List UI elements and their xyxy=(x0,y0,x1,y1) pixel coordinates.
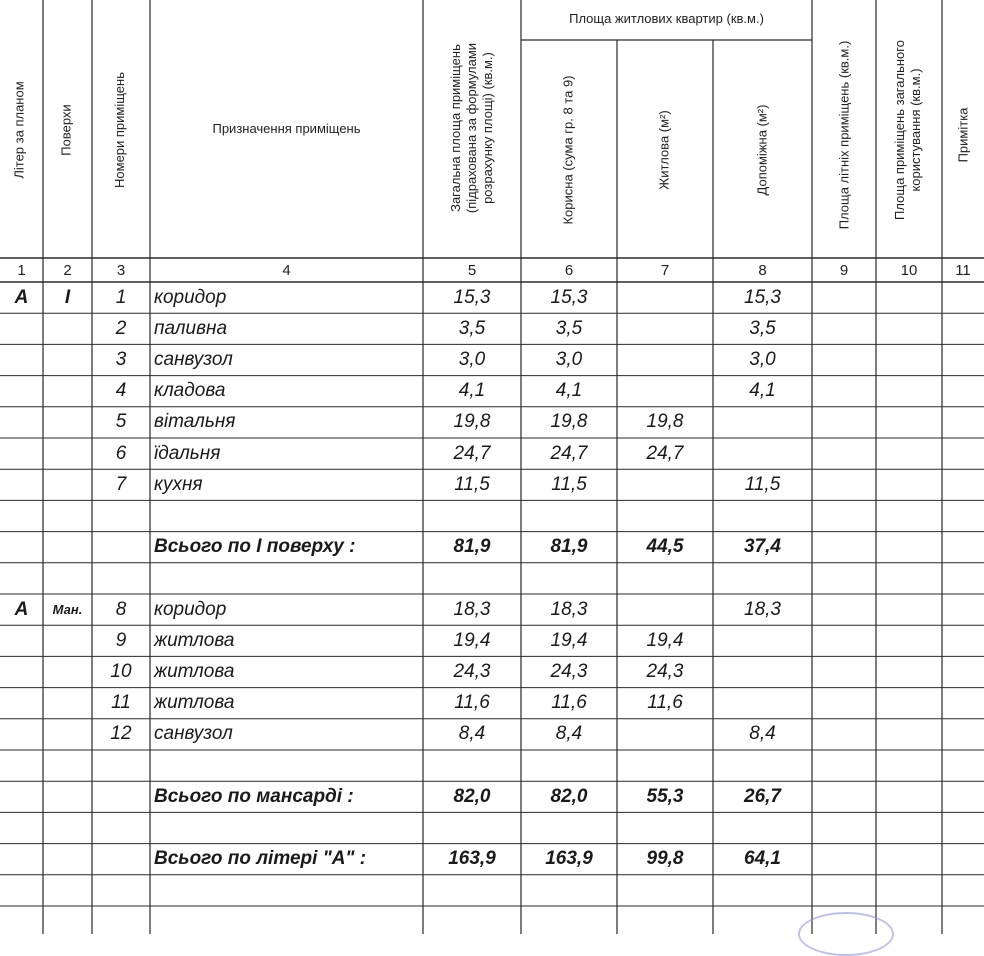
cell-liter: А xyxy=(14,598,29,620)
cell-total-area: 8,4 xyxy=(458,723,486,745)
cell-useful-area xyxy=(521,500,617,531)
cell-room-purpose: житлова xyxy=(154,629,235,651)
cell-total-area: 19,4 xyxy=(453,629,491,651)
cell-aux-area xyxy=(713,625,812,656)
column-number: 5 xyxy=(467,261,477,279)
cell-liter xyxy=(0,781,43,812)
column-number: 7 xyxy=(660,261,670,279)
cell-floor xyxy=(43,625,92,656)
cell-room-purpose: вітальня xyxy=(154,411,236,433)
cell-living-area: 55,3 xyxy=(646,785,684,807)
cell-living-area: 24,3 xyxy=(646,660,684,682)
cell-room-number: 1 xyxy=(115,286,127,308)
cell-aux-area: 64,1 xyxy=(744,848,781,870)
cell-useful-area xyxy=(521,563,617,594)
cell-room-number: 11 xyxy=(111,692,131,714)
cell-room-purpose xyxy=(150,812,423,843)
cell-floor xyxy=(43,376,92,407)
cell-room-number: 9 xyxy=(115,629,127,651)
cell-living-area xyxy=(617,875,713,906)
cell-aux-area: 15,3 xyxy=(744,286,781,308)
cell-useful-area: 11,6 xyxy=(551,692,587,714)
cell-living-area xyxy=(617,812,713,843)
cell-living-area xyxy=(617,313,713,344)
cell-liter xyxy=(0,438,43,469)
cell-aux-area: 3,0 xyxy=(749,348,776,370)
cell-useful-area: 24,7 xyxy=(550,442,588,464)
cell-room-purpose: коридор xyxy=(154,598,227,620)
cell-living-area xyxy=(617,469,713,500)
cell-room-number: 5 xyxy=(115,411,127,433)
cell-room-purpose: санвузол xyxy=(154,723,233,745)
header-common-area: Площа приміщень загального користування (кв.м.) xyxy=(892,40,923,220)
cell-living-area: 19,4 xyxy=(646,629,684,651)
cell-useful-area xyxy=(521,875,617,906)
cell-floor xyxy=(43,688,92,719)
cell-room-purpose xyxy=(150,875,423,906)
cell-room-purpose xyxy=(150,750,423,781)
cell-living-area xyxy=(617,594,713,625)
cell-aux-area: 37,4 xyxy=(744,536,781,558)
cell-room-number xyxy=(92,844,150,875)
header-room-purpose: Призначення приміщень xyxy=(212,121,361,136)
cell-aux-area xyxy=(713,407,812,438)
cell-room-number: 2 xyxy=(115,317,127,339)
header-living-area: Житлова (м²) xyxy=(656,109,672,190)
cell-total-area: 24,7 xyxy=(453,442,491,464)
cell-liter xyxy=(0,625,43,656)
cell-floor xyxy=(43,750,92,781)
cell-useful-area: 3,0 xyxy=(555,348,583,370)
cell-total-area: 82,0 xyxy=(453,785,491,807)
cell-total-area xyxy=(423,563,521,594)
cell-total-area xyxy=(423,812,521,843)
cell-room-number: 8 xyxy=(115,598,127,620)
cell-total-area: 18,3 xyxy=(453,598,491,620)
cell-floor xyxy=(43,313,92,344)
column-number: 9 xyxy=(839,261,849,279)
cell-aux-area: 3,5 xyxy=(749,317,776,339)
cell-aux-area xyxy=(713,812,812,843)
cell-living-area: 99,8 xyxy=(646,848,684,870)
cell-total-area: 11,6 xyxy=(454,692,490,714)
cell-liter xyxy=(0,344,43,375)
cell-living-area xyxy=(617,719,713,750)
cell-useful-area xyxy=(521,812,617,843)
cell-floor xyxy=(43,844,92,875)
cell-liter xyxy=(0,719,43,750)
column-number: 6 xyxy=(564,261,574,279)
cell-room-number xyxy=(92,532,150,563)
cell-aux-area: 4,1 xyxy=(749,380,776,402)
cell-floor xyxy=(43,469,92,500)
cell-room-number: 6 xyxy=(115,442,127,464)
cell-floor xyxy=(43,875,92,906)
cell-living-area xyxy=(617,563,713,594)
cell-total-area: 3,5 xyxy=(458,317,486,339)
column-number: 4 xyxy=(282,261,291,279)
header-liter: Літер за планом xyxy=(12,81,27,179)
cell-liter xyxy=(0,875,43,906)
cell-useful-area: 11,5 xyxy=(551,473,587,495)
cell-aux-area xyxy=(713,656,812,687)
column-number: 1 xyxy=(17,261,26,279)
cell-room-purpose xyxy=(150,500,423,531)
header-aux-area: Допоміжна (м²) xyxy=(754,104,770,195)
cell-useful-area: 81,9 xyxy=(550,536,588,558)
cell-floor xyxy=(43,500,92,531)
header-useful-area: Корисна (сума гр. 8 та 9) xyxy=(561,74,576,225)
cell-useful-area: 4,1 xyxy=(555,380,583,402)
cell-floor xyxy=(43,438,92,469)
cell-room-number xyxy=(92,500,150,531)
cell-room-purpose: паливна xyxy=(154,317,228,339)
cell-useful-area xyxy=(521,750,617,781)
cell-room-purpose: житлова xyxy=(154,692,235,714)
cell-liter xyxy=(0,688,43,719)
cell-aux-area xyxy=(713,688,812,719)
cell-floor: Ман. xyxy=(52,602,83,618)
cell-useful-area: 82,0 xyxy=(550,785,588,807)
cell-aux-area: 26,7 xyxy=(744,785,781,807)
cell-room-number: 3 xyxy=(115,348,127,370)
column-number: 3 xyxy=(116,261,126,279)
cell-aux-area xyxy=(713,500,812,531)
cell-room-number: 12 xyxy=(110,723,132,745)
cell-liter: А xyxy=(14,286,29,308)
column-number: 8 xyxy=(758,261,767,279)
cell-total-area: 19,8 xyxy=(453,411,491,433)
cell-liter xyxy=(0,407,43,438)
cell-room-purpose xyxy=(150,563,423,594)
cell-liter xyxy=(0,532,43,563)
cell-room-number xyxy=(92,781,150,812)
cell-aux-area xyxy=(713,438,812,469)
cell-liter xyxy=(0,563,43,594)
cell-floor xyxy=(43,407,92,438)
cell-floor xyxy=(43,781,92,812)
cell-useful-area: 19,4 xyxy=(550,629,588,651)
cell-liter xyxy=(0,500,43,531)
cell-aux-area: 11,5 xyxy=(744,473,781,495)
cell-total-area: 4,1 xyxy=(458,380,486,402)
cell-total-area: 15,3 xyxy=(453,286,491,308)
column-number: 2 xyxy=(63,261,72,279)
cell-total-area: 24,3 xyxy=(453,660,491,682)
cell-room-purpose: коридор xyxy=(154,286,227,308)
cell-aux-area xyxy=(713,750,812,781)
column-number: 11 xyxy=(955,261,971,279)
cell-useful-area: 24,3 xyxy=(550,660,588,682)
cell-living-area xyxy=(617,282,713,313)
cell-floor xyxy=(43,812,92,843)
header-summer-area: Площа літніх приміщень (кв.м.) xyxy=(836,40,852,230)
cell-living-area xyxy=(617,376,713,407)
cell-aux-area: 18,3 xyxy=(744,598,781,620)
cell-room-number xyxy=(92,750,150,781)
cell-aux-area xyxy=(713,875,812,906)
cell-useful-area: 8,4 xyxy=(555,723,583,745)
cell-floor xyxy=(43,656,92,687)
cell-living-area xyxy=(617,344,713,375)
cell-total-area: 163,9 xyxy=(448,848,496,870)
cell-liter xyxy=(0,844,43,875)
cell-room-purpose: Всього по І поверху : xyxy=(154,536,356,558)
cell-living-area xyxy=(617,500,713,531)
column-number: 10 xyxy=(900,261,918,279)
cell-useful-area: 163,9 xyxy=(545,848,593,870)
cell-total-area: 11,5 xyxy=(454,473,490,495)
cell-total-area: 3,0 xyxy=(458,348,486,370)
cell-total-area xyxy=(423,500,521,531)
cell-living-area: 11,6 xyxy=(647,692,683,714)
cell-floor: I xyxy=(64,286,71,308)
cell-room-purpose: Всього по літері "А" : xyxy=(154,848,367,870)
cell-useful-area: 19,8 xyxy=(550,411,588,433)
cell-total-area: 81,9 xyxy=(453,536,491,558)
cell-room-purpose: Всього по мансарді : xyxy=(154,785,354,807)
cell-living-area: 24,7 xyxy=(646,442,684,464)
stamp-mark xyxy=(798,912,894,956)
cell-room-number: 10 xyxy=(110,660,132,682)
cell-living-area: 19,8 xyxy=(646,411,684,433)
header-floor: Поверхи xyxy=(59,104,75,156)
cell-liter xyxy=(0,750,43,781)
cell-room-number xyxy=(92,812,150,843)
cell-floor xyxy=(43,563,92,594)
cell-liter xyxy=(0,376,43,407)
header-room-number: Номери приміщень xyxy=(112,72,128,188)
cell-useful-area: 15,3 xyxy=(550,286,588,308)
cell-room-purpose: їдальня xyxy=(154,442,221,464)
cell-aux-area: 8,4 xyxy=(749,723,776,745)
cell-room-number xyxy=(92,563,150,594)
header-living-area-group: Площа житлових квартир (кв.м.) xyxy=(569,11,764,26)
cell-liter xyxy=(0,656,43,687)
cell-room-number: 7 xyxy=(115,473,127,495)
cell-useful-area: 3,5 xyxy=(555,317,583,339)
cell-total-area xyxy=(423,750,521,781)
cell-floor xyxy=(43,719,92,750)
cell-room-number: 4 xyxy=(115,380,127,402)
cell-floor xyxy=(43,344,92,375)
cell-room-purpose: санвузол xyxy=(154,348,233,370)
cell-liter xyxy=(0,313,43,344)
cell-living-area xyxy=(617,750,713,781)
cell-room-purpose: житлова xyxy=(154,660,235,682)
cell-liter xyxy=(0,469,43,500)
cell-aux-area xyxy=(713,563,812,594)
cell-room-purpose: кладова xyxy=(154,380,226,402)
cell-room-purpose: кухня xyxy=(154,473,203,495)
cell-living-area: 44,5 xyxy=(646,536,684,558)
header-note: Примітка xyxy=(955,107,971,163)
cell-floor xyxy=(43,532,92,563)
cell-room-number xyxy=(92,875,150,906)
header-total-area: Загальна площа приміщень (підрахована за формулами розрахунку площі) (кв.м.) xyxy=(448,42,495,214)
cell-total-area xyxy=(423,875,521,906)
cell-liter xyxy=(0,812,43,843)
cell-useful-area: 18,3 xyxy=(550,598,588,620)
